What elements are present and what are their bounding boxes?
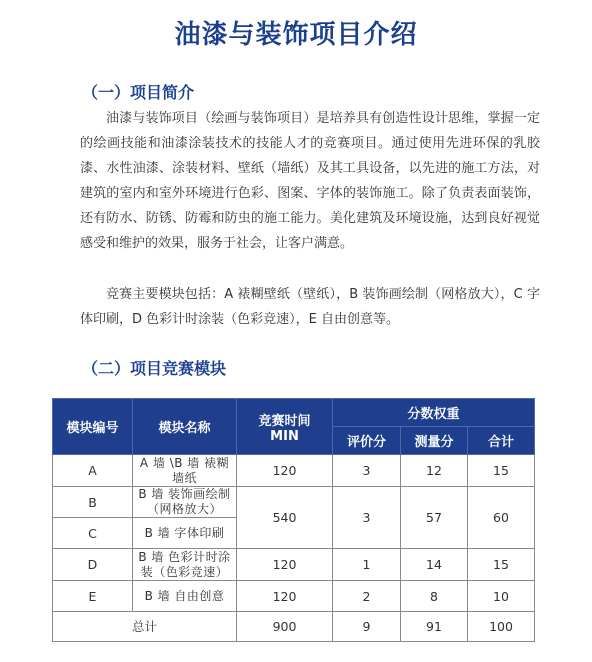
cell-total-label: 总计 xyxy=(53,612,237,642)
cell-time: 540 xyxy=(237,487,333,549)
header-module-name: 模块名称 xyxy=(133,399,237,455)
cell-code: D xyxy=(53,549,133,581)
intro-paragraph: 油漆与装饰项目（绘画与装饰项目）是培养具有创造性设计思维，掌握一定的绘画技能和油漆涂装技术的技能人才的竞赛项目。通过使用先进环保的乳胶漆、水性油漆、涂装材料、壁纸（墙纸）及其工具设备，以先进的施工方法，对建筑的室内和室外环境进行色彩、图案、字体的装饰施工。除了负责表面装饰，还有防水、防锈、防霉和防虫的施工能力。美化建筑及环境设施，达到良好视觉感受和维护的效果，服务于社会，让客户满意。 xyxy=(80,111,540,251)
cell-measure: 8 xyxy=(401,581,468,612)
cell-code: E xyxy=(53,581,133,612)
cell-total: 60 xyxy=(468,487,535,549)
cell-name: B 墙 字体印刷 xyxy=(133,518,237,549)
cell-name: A 墙 \B 墙 裱糊墙纸 xyxy=(133,455,237,487)
modules-table xyxy=(52,398,535,642)
section-heading-intro: （一）项目简介 xyxy=(82,83,195,102)
cell-total: 10 xyxy=(468,581,535,612)
cell-measure: 14 xyxy=(401,549,468,581)
cell-total-time: 900 xyxy=(237,612,333,642)
cell-measure: 57 xyxy=(401,487,468,549)
table-row xyxy=(53,549,535,581)
table-row xyxy=(53,455,535,487)
header-time-unit: MIN xyxy=(270,428,299,444)
cell-name: B 墙 色彩计时涂装（色彩竞速） xyxy=(133,549,237,581)
cell-time: 120 xyxy=(237,455,333,487)
table-row xyxy=(53,487,535,518)
cell-total-total: 100 xyxy=(468,612,535,642)
table-row xyxy=(53,581,535,612)
cell-code: A xyxy=(53,455,133,487)
cell-total: 15 xyxy=(468,455,535,487)
cell-code: B xyxy=(53,487,133,518)
cell-time: 120 xyxy=(237,549,333,581)
cell-total: 15 xyxy=(468,549,535,581)
cell-total-measure: 91 xyxy=(401,612,468,642)
header-eval: 评价分 xyxy=(333,427,401,455)
header-measure: 测量分 xyxy=(401,427,468,455)
cell-eval: 1 xyxy=(333,549,401,581)
cell-time: 120 xyxy=(237,581,333,612)
cell-eval: 2 xyxy=(333,581,401,612)
table-header-row xyxy=(53,399,535,427)
cell-code: C xyxy=(53,518,133,549)
header-total: 合计 xyxy=(468,427,535,455)
cell-measure: 12 xyxy=(401,455,468,487)
cell-eval: 3 xyxy=(333,455,401,487)
header-time xyxy=(237,399,333,455)
page-title: 油漆与装饰项目介绍 xyxy=(174,20,418,50)
cell-total-eval: 9 xyxy=(333,612,401,642)
section-heading-modules: （二）项目竞赛模块 xyxy=(82,359,227,378)
table-total-row xyxy=(53,612,535,642)
cell-name: B 墙 自由创意 xyxy=(133,581,237,612)
modules-summary-paragraph: 竞赛主要模块包括：A 裱糊壁纸（壁纸），B 装饰画绘制（网格放大），C 字体印刷，D 色彩计时涂装（色彩竞速），E 自由创意等。 xyxy=(80,287,540,327)
header-time-label: 竞赛时间 xyxy=(258,413,311,429)
header-score-weight: 分数权重 xyxy=(333,399,535,427)
cell-name: B 墙 装饰画绘制（网格放大） xyxy=(133,487,237,518)
header-module-code: 模块编号 xyxy=(53,399,133,455)
cell-eval: 3 xyxy=(333,487,401,549)
